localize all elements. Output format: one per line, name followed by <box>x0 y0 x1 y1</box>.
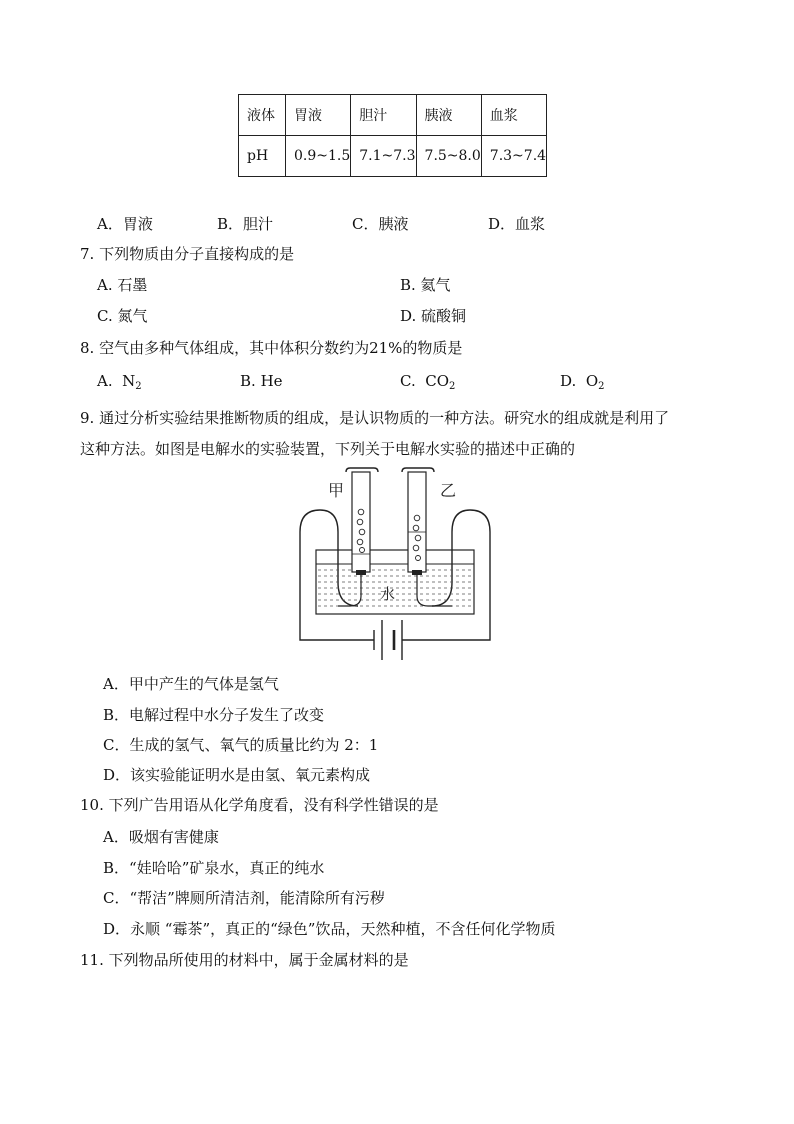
q7-option-d[interactable]: D. 硫酸铜 <box>400 307 467 325</box>
right-test-tube <box>402 468 434 575</box>
q10-option-c[interactable]: C．“帮洁”牌厕所清洁剂，能清除所有污秽 <box>103 889 385 907</box>
q9-stem-line2: 这种方法。如图是电解水的实验装置，下列关于电解水实验的描述中正确的 <box>80 440 576 458</box>
q10-option-d[interactable]: D．永顺 “霉茶”，真正的“绿色”饮品，天然种植，不含任何化学物质 <box>103 920 556 938</box>
q7-stem: 7. 下列物质由分子直接构成的是 <box>80 245 295 263</box>
q8-option-a-formula: N <box>122 372 136 390</box>
battery-icon <box>374 620 402 660</box>
q9-option-b[interactable]: B．电解过程中水分子发生了改变 <box>103 706 325 724</box>
table-cell: 7.3~7.4 <box>481 136 546 177</box>
q8-option-d-subscript: 2 <box>598 381 605 392</box>
tube-label-yi: 乙 <box>440 481 457 500</box>
q9-option-a[interactable]: A．甲中产生的气体是氢气 <box>103 675 279 693</box>
q8-option-a-subscript: 2 <box>135 381 142 392</box>
table-header-cell: 胆汁 <box>351 95 416 136</box>
left-test-tube <box>346 468 378 575</box>
right-wire <box>432 510 490 606</box>
table-cell: 0.9~1.5 <box>286 136 351 177</box>
q6-option-c[interactable]: C．胰液 <box>352 215 409 233</box>
q8-stem: 8. 空气由多种气体组成，其中体积分数约为21%的物质是 <box>80 339 463 357</box>
q9-stem-line1: 9. 通过分析实验结果推断物质的组成，是认识物质的一种方法。研究水的组成就是利用了 <box>80 409 670 427</box>
electrolysis-apparatus-figure <box>290 466 500 666</box>
q6-option-b[interactable]: B．胆汁 <box>217 215 274 233</box>
q8-option-b-formula: He <box>260 372 283 390</box>
q9-option-d[interactable]: D．该实验能证明水是由氢、氧元素构成 <box>103 766 371 784</box>
q8-option-b[interactable] <box>240 374 283 389</box>
q8-option-c-subscript: 2 <box>449 381 456 392</box>
table-header-row <box>239 95 547 136</box>
table-header-cell: 胰液 <box>416 95 481 136</box>
q10-option-a[interactable]: A．吸烟有害健康 <box>103 828 219 846</box>
q8-option-c-formula: CO <box>425 372 450 390</box>
q8-option-a[interactable] <box>97 374 142 392</box>
tube-label-jia: 甲 <box>328 481 345 500</box>
table-header-cell: 胃液 <box>286 95 351 136</box>
q6-option-a[interactable]: A．胃液 <box>97 215 153 233</box>
q8-option-d[interactable] <box>560 374 605 392</box>
q7-option-b[interactable]: B. 氦气 <box>400 276 451 294</box>
table-cell: 7.1~7.3 <box>351 136 416 177</box>
q8-option-b-prefix: B. <box>240 372 256 390</box>
table-cell: pH <box>239 136 286 177</box>
q7-option-c[interactable]: C. 氮气 <box>97 307 148 325</box>
q8-option-c-prefix: C. <box>400 372 416 390</box>
table-header-cell: 血浆 <box>481 95 546 136</box>
q10-stem: 10. 下列广告用语从化学角度看，没有科学性错误的是 <box>80 796 439 814</box>
q11-stem: 11. 下列物品所使用的材料中，属于金属材料的是 <box>80 951 409 969</box>
water-label: 水 <box>380 585 396 603</box>
left-wire <box>300 510 358 606</box>
q8-option-a-prefix: A. <box>97 372 113 390</box>
q8-option-c[interactable] <box>400 374 455 392</box>
table-row <box>239 136 547 177</box>
q6-option-d[interactable]: D．血浆 <box>488 215 546 233</box>
table-cell: 7.5~8.0 <box>416 136 481 177</box>
table-header-cell: 液体 <box>239 95 286 136</box>
q8-option-d-formula: O <box>585 372 599 390</box>
q8-option-d-prefix: D. <box>560 372 577 390</box>
left-electrode-lead <box>338 575 361 606</box>
q9-option-c[interactable]: C．生成的氢气、氧气的质量比约为 2：1 <box>103 736 379 754</box>
ph-table <box>238 94 547 177</box>
q10-option-b[interactable]: B．“娃哈哈”矿泉水，真正的纯水 <box>103 859 325 877</box>
q7-option-a[interactable]: A. 石墨 <box>97 276 148 294</box>
